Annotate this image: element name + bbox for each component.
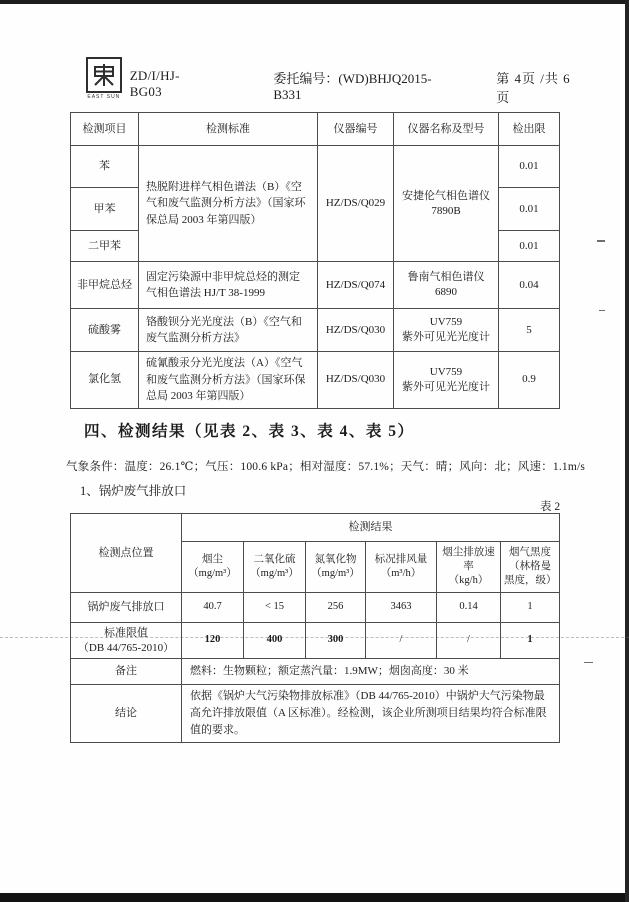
conclusion-row [71,685,560,743]
table-header-row [71,514,560,542]
remark-label: 备注 [71,659,182,685]
cell-item-nmhc: 非甲烷总烃 [71,262,139,309]
commission-number: 委托编号：(WD)BHJQ2015-B331 [273,71,432,102]
cell-limit-nmhc: 0.04 [499,262,560,309]
subsection-title: 1、锅炉废气排放口 [80,484,187,498]
cell-instrument-no-sulfuric-mist: HZ/DS/Q030 [318,309,394,352]
header-detection-limit: 检出限 [499,113,560,146]
table-row [71,309,560,352]
cell-item-hcl: 氯化氢 [71,352,139,409]
cell-dust-value: 40.7 [182,593,244,623]
conclusion-text: 依据《锅炉大气污染物排放标准》（DB 44/765-2010）中锅炉大气污染物最高允许排放限值（A 区标准）。经检测，该企业所测项目结果均符合标准限值的要求。 [182,685,560,743]
cell-outlet-label: 锅炉废气排放口 [71,593,182,623]
table-row [71,352,560,409]
header-nox [306,542,366,593]
east-sun-logo [84,57,124,100]
results-table [70,513,560,743]
col-unit: （mg/m³） [311,568,360,579]
method-table [70,112,560,409]
scan-artifact [599,310,605,311]
cell-item-sulfuric-mist: 硫酸雾 [71,309,139,352]
col-name: 标况排风量 [374,553,428,565]
header-smoke-dust [182,542,244,593]
cell-standard-sulfuric-mist: 铬酸钡分光光度法（B）《空气和废气监测分析方法》 [139,309,318,352]
model-name: UV759 [429,365,463,378]
cell-so2-value: < 15 [244,593,306,623]
model-name: 安捷伦气相色谱仪 [402,189,490,202]
table-header-row [71,113,560,146]
cell-instrument-no-nmhc: HZ/DS/Q074 [318,262,394,309]
model-name: 鲁南气相色谱仪 [407,271,485,284]
col-unit: （mg/m³） [188,568,237,579]
cell-instrument-model-group1 [394,146,499,262]
cell-standard-nmhc: 固定污染源中非甲烷总烃的测定气相色谱法 HJ/T 38-1999 [139,262,318,309]
col-unit: （mg/m³） [250,568,299,579]
cell-limit-benzene: 0.01 [499,146,560,188]
cell-rate-limit: / [437,623,501,659]
data-row [71,593,560,623]
table-row [71,262,560,309]
col-name: 二氧化硫 [253,553,296,565]
model-number: 6890 [435,286,457,298]
scan-edge-top [0,0,629,4]
model-name: UV759 [429,316,463,329]
header-item: 检测项目 [71,113,139,146]
header-instrument-model: 仪器名称及型号 [394,113,499,146]
logo-caption: EAST SUN [87,94,121,100]
col-name: 烟尘 [202,553,223,565]
col-unit: （m³/h） [380,568,422,579]
table-row [71,146,560,188]
cell-instrument-no-hcl: HZ/DS/Q030 [318,352,394,409]
cell-standard-hcl: 硫氰酸汞分光光度法（A）《空气和废气监测分析方法》（国家环保总局 2003 年第四版） [139,352,318,409]
col-name: 烟气黑度 [509,546,551,558]
cell-flow-limit: / [366,623,437,659]
page-number-info: 第 4页 /共 6页 [496,71,571,105]
cell-limit-toluene: 0.01 [499,188,560,231]
section-title: 四、检测结果（见表 2、表 3、表 4、表 5） [84,423,415,440]
cell-nox-limit: 300 [306,623,366,659]
cell-item-toluene: 甲苯 [71,188,139,231]
header-blackness [501,542,560,593]
header-position: 检测点位置 [71,514,182,593]
header-so2 [244,542,306,593]
cell-instrument-model-sulfuric-mist [394,309,499,352]
col-name: 烟尘排放速率 [442,546,495,572]
document-code: ZD/I/HJ-BG03 [129,68,180,99]
east-sun-logo-icon [86,57,122,93]
cell-limit-label [71,623,182,659]
col-name: 氮氧化物 [314,553,357,565]
limit-row [71,623,560,659]
cell-instrument-model-nmhc [394,262,499,309]
cell-instrument-no-group1: HZ/DS/Q029 [318,146,394,262]
cell-item-xylene: 二甲苯 [71,231,139,262]
cell-standard-group1: 热脱附进样气相色谱法（B）《空气和废气监测分析方法》（国家环保总局 2003 年第四版） [139,146,318,262]
model-number: 7890B [431,204,461,217]
cell-blackness-value: 1 [501,593,560,623]
limit-label-line1: 标准限值 [104,626,148,639]
header-results-group: 检测结果 [182,514,560,542]
model-number: 紫外可见光光度计 [402,380,490,393]
scan-edge-right [625,0,629,902]
header-instrument-no: 仪器编号 [318,113,394,146]
page-header [84,57,584,106]
cell-flow-value: 3463 [366,593,437,623]
table2-label: 表 2 [540,501,561,513]
header-air-flow [366,542,437,593]
remark-row [71,659,560,685]
cell-item-benzene: 苯 [71,146,139,188]
col-unit: （kg/h） [448,575,489,587]
scan-artifact [597,240,605,242]
cell-instrument-model-hcl [394,352,499,409]
limit-label-line2: （DB 44/765-2010） [77,641,175,654]
cell-limit-xylene: 0.01 [499,231,560,262]
cell-dust-limit: 120 [182,623,244,659]
remark-text: 燃料：生物颗粒；额定蒸汽量：1.9MW；烟囱高度：30 米 [182,659,560,685]
cell-blackness-limit: 1 [501,623,560,659]
cell-limit-hcl: 0.9 [499,352,560,409]
scan-edge-bottom [0,893,629,902]
weather-conditions: 气象条件：温度：26.1℃；气压：100.6 kPa；相对湿度：57.1%；天气：晴；风向：北；风速：1.1m/s [66,461,586,473]
conclusion-label: 结论 [71,685,182,743]
east-sun-logo-glyph [92,63,116,87]
cell-so2-limit: 400 [244,623,306,659]
cell-nox-value: 256 [306,593,366,623]
scan-artifact [584,662,593,663]
header-dust-rate [437,542,501,593]
cell-limit-sulfuric-mist: 5 [499,309,560,352]
col-unit: （林格曼黑度，级） [504,560,557,587]
header-standard: 检测标准 [139,113,318,146]
model-number: 紫外可见光光度计 [402,331,490,343]
cell-rate-value: 0.14 [437,593,501,623]
